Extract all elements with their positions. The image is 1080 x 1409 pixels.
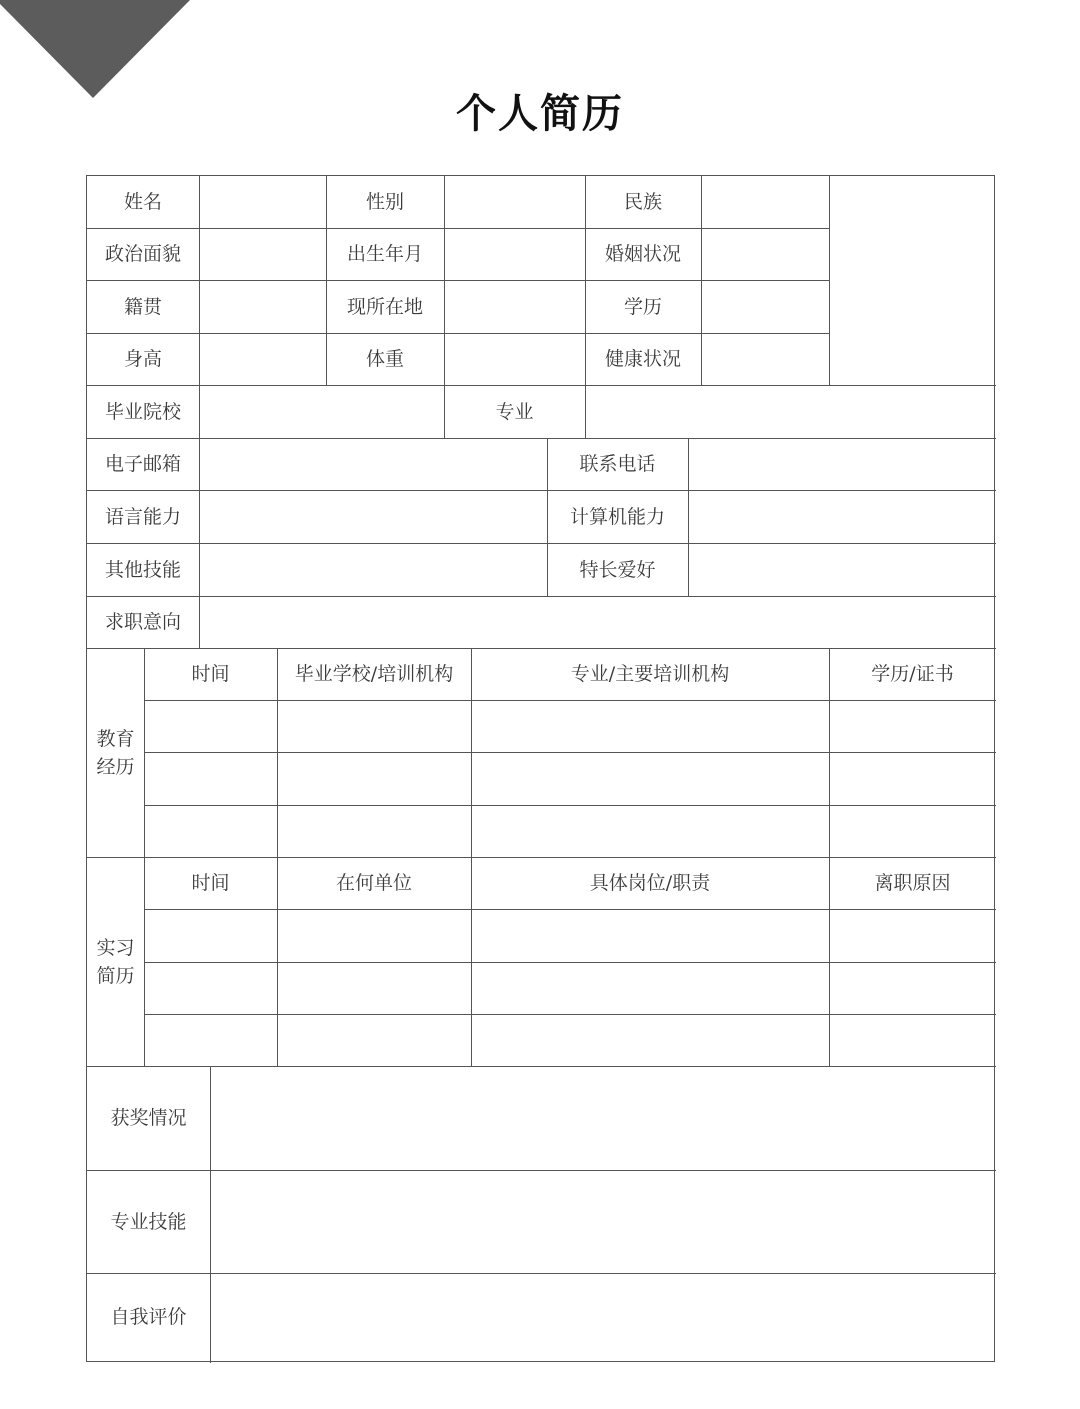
label-professional-skills: 专业技能 xyxy=(110,1210,187,1233)
internship-label-line2: 简历 xyxy=(96,964,135,987)
internship-row-3-leave-reason[interactable] xyxy=(830,1015,995,1066)
label-hobbies: 特长爱好 xyxy=(579,558,656,581)
language-ability-field[interactable] xyxy=(200,491,547,543)
internship-row-2-leave-reason[interactable] xyxy=(830,963,995,1014)
internship-row-3-time[interactable] xyxy=(145,1015,277,1066)
education-level-field[interactable] xyxy=(702,281,829,333)
label-native-place: 籍贯 xyxy=(123,295,162,318)
education-header-major: 专业/主要培训机构 xyxy=(570,663,730,685)
birth-date-field[interactable] xyxy=(445,229,585,280)
education-row-2-major[interactable] xyxy=(472,753,829,805)
education-row-3-school[interactable] xyxy=(278,806,471,857)
education-section-label xyxy=(87,648,144,857)
label-birth-date: 出生年月 xyxy=(346,243,423,265)
education-row-1-time[interactable] xyxy=(145,701,277,752)
label-email: 电子邮箱 xyxy=(104,453,181,475)
page-title: 个人简历 xyxy=(456,90,624,137)
label-education-level: 学历 xyxy=(623,295,662,318)
label-name: 姓名 xyxy=(123,191,162,213)
internship-header-company: 在何单位 xyxy=(335,872,412,894)
job-intention-field[interactable] xyxy=(200,597,995,648)
internship-row-3-company[interactable] xyxy=(278,1015,471,1066)
label-gender: 性别 xyxy=(365,191,404,213)
major-field[interactable] xyxy=(586,386,995,438)
other-skills-field[interactable] xyxy=(200,544,547,596)
label-computer-ability: 计算机能力 xyxy=(569,505,665,528)
internship-row-1-position[interactable] xyxy=(472,910,829,962)
label-marital-status: 婚姻状况 xyxy=(604,243,681,265)
label-language-ability: 语言能力 xyxy=(104,505,181,528)
photo-area[interactable] xyxy=(830,176,995,385)
label-self-evaluation: 自我评价 xyxy=(110,1306,187,1328)
internship-row-2-company[interactable] xyxy=(278,963,471,1014)
label-height: 身高 xyxy=(123,348,162,370)
education-row-2-time[interactable] xyxy=(145,753,277,805)
self-evaluation-field[interactable] xyxy=(211,1274,995,1361)
internship-row-2-position[interactable] xyxy=(472,963,829,1014)
phone-field[interactable] xyxy=(689,439,995,490)
label-awards: 获奖情况 xyxy=(110,1107,187,1129)
internship-row-1-leave-reason[interactable] xyxy=(830,910,995,962)
hobbies-field[interactable] xyxy=(689,544,995,596)
internship-row-1-company[interactable] xyxy=(278,910,471,962)
marital-status-field[interactable] xyxy=(702,229,829,280)
education-row-2-certificate[interactable] xyxy=(830,753,995,805)
education-row-3-certificate[interactable] xyxy=(830,806,995,857)
label-major: 专业 xyxy=(495,400,534,423)
internship-header-leave-reason: 离职原因 xyxy=(874,872,951,894)
label-graduate-school: 毕业院校 xyxy=(104,400,181,423)
label-job-intention: 求职意向 xyxy=(104,611,181,633)
education-row-1-school[interactable] xyxy=(278,701,471,752)
label-current-location: 现所在地 xyxy=(346,295,423,318)
education-row-1-major[interactable] xyxy=(472,701,829,752)
internship-row-1-time[interactable] xyxy=(145,910,277,962)
education-row-1-certificate[interactable] xyxy=(830,701,995,752)
label-other-skills: 其他技能 xyxy=(104,558,181,581)
gender-field[interactable] xyxy=(445,176,585,228)
education-header-time: 时间 xyxy=(191,663,230,685)
education-row-3-time[interactable] xyxy=(145,806,277,857)
internship-header-time: 时间 xyxy=(191,872,230,894)
political-status-field[interactable] xyxy=(200,229,326,280)
label-health-status: 健康状况 xyxy=(604,348,681,370)
internship-row-3-position[interactable] xyxy=(472,1015,829,1066)
health-status-field[interactable] xyxy=(702,334,829,385)
internship-row-2-time[interactable] xyxy=(145,963,277,1014)
education-label-line2: 经历 xyxy=(96,755,135,778)
internship-header-position: 具体岗位/职责 xyxy=(589,872,711,894)
education-label-line1: 教育 xyxy=(96,727,135,750)
height-field[interactable] xyxy=(200,334,326,385)
email-field[interactable] xyxy=(200,439,547,490)
computer-ability-field[interactable] xyxy=(689,491,995,543)
resume-form xyxy=(86,175,995,1362)
graduate-school-field[interactable] xyxy=(200,386,444,438)
internship-label-line1: 实习 xyxy=(96,936,135,959)
education-row-3-major[interactable] xyxy=(472,806,829,857)
education-row-2-school[interactable] xyxy=(278,753,471,805)
name-field[interactable] xyxy=(200,176,326,228)
label-phone: 联系电话 xyxy=(579,453,656,475)
weight-field[interactable] xyxy=(445,334,585,385)
professional-skills-field[interactable] xyxy=(211,1171,995,1273)
native-place-field[interactable] xyxy=(200,281,326,333)
education-header-certificate: 学历/证书 xyxy=(871,663,954,685)
current-location-field[interactable] xyxy=(445,281,585,333)
label-ethnicity: 民族 xyxy=(623,191,662,213)
label-weight: 体重 xyxy=(365,348,404,370)
education-header-school: 毕业学校/培训机构 xyxy=(294,663,454,685)
internship-section-label xyxy=(87,857,144,1066)
label-political-status: 政治面貌 xyxy=(104,243,181,265)
awards-field[interactable] xyxy=(211,1067,995,1170)
ethnicity-field[interactable] xyxy=(702,176,829,228)
